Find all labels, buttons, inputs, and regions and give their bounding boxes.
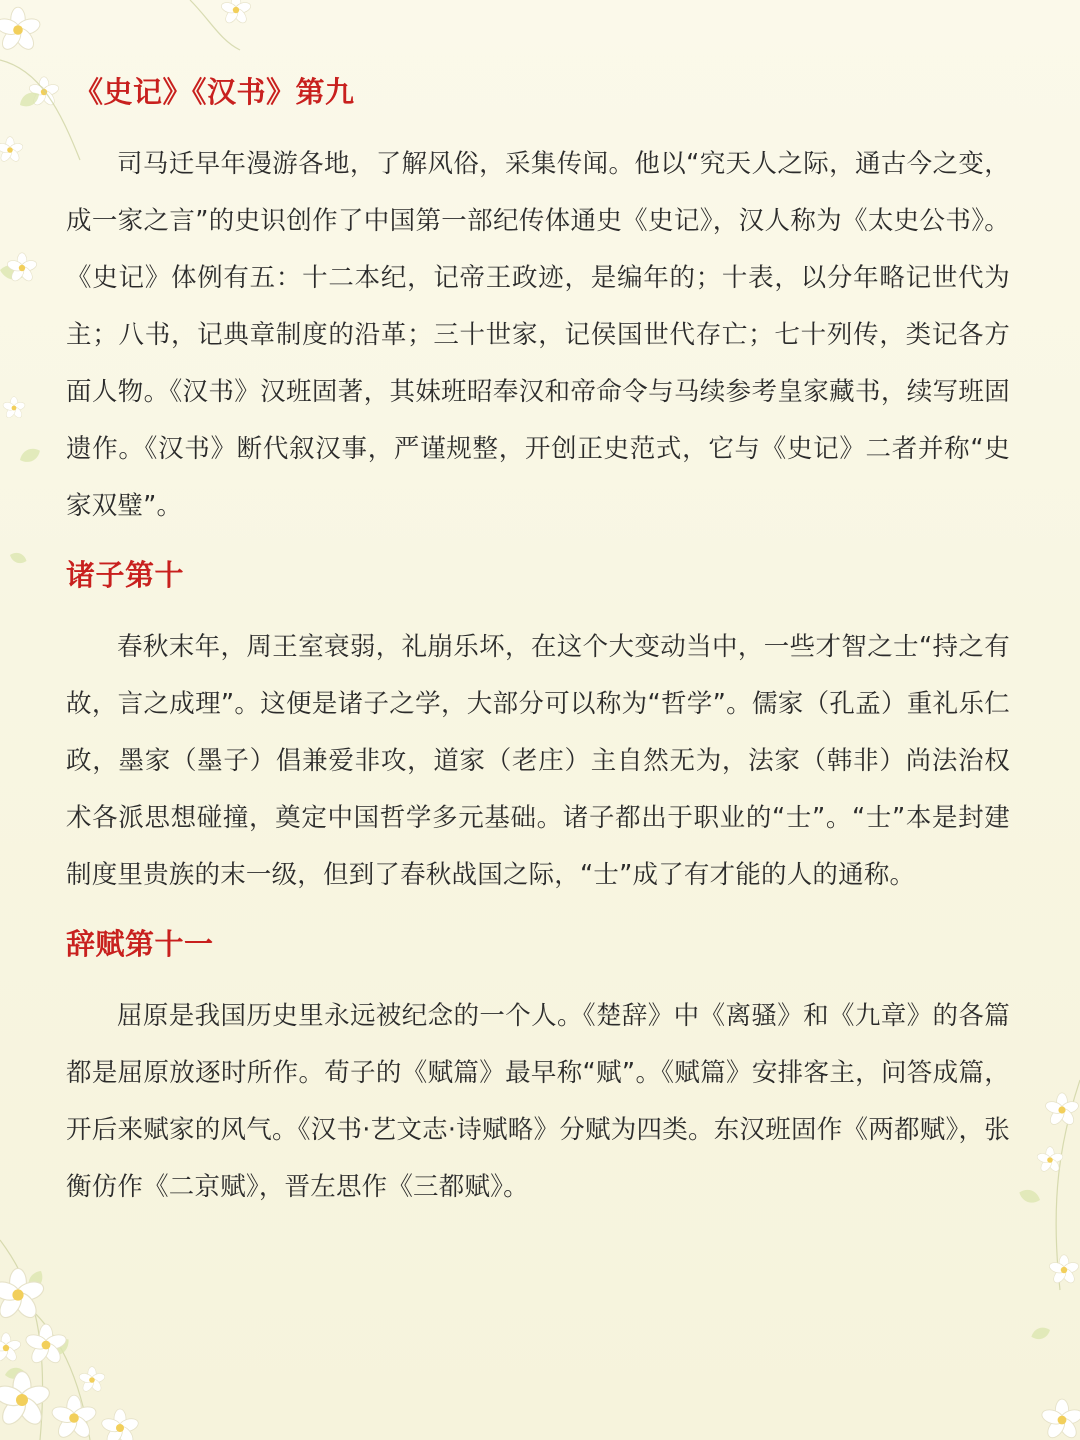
leaf-sprig-icon	[0, 89, 42, 566]
white-flower-icon	[2, 253, 38, 420]
leaf-sprig-icon	[1017, 1187, 1052, 1342]
leaf-sprig-icon	[4, 1268, 73, 1380]
white-flower-icon	[1036, 1093, 1080, 1440]
section-title-shiji-hanshu: 《史记》《汉书》第九	[74, 75, 355, 109]
section-title-zhuzi: 诸子第十	[66, 558, 185, 592]
section-paragraph-zhuzi: 春秋末年，周王室衰弱，礼崩乐坏，在这个大变动当中，一些才智之士“持之有故，言之成理”。这便是诸子之学，大部分可以称为“哲学”。儒家（孔孟）重礼乐仁政，墨家（墨子）倡兼爱非攻，道家（老庄）主自然无为，法家（韩非）尚法治权术各派思想碰撞，奠定中国哲学多元基础。诸子都出于职业的“士”。“士”本是封建制度里贵族的末一级，但到了春秋战国之际，“士”成了有才能的人的通称。	[66, 632, 1010, 890]
section-paragraph-shiji-hanshu: 司马迁早年漫游各地，了解风俗，采集传闻。他以“究天人之际，通古今之变，成一家之言”的史识创作了中国第一部纪传体通史《史记》，汉人称为《太史公书》。《史记》体例有五：十二本纪，记帝王政迹，是编年的；十表，以分年略记世代为主；八书，记典章制度的沿革；三十世家，记侯国世代存亡；七十列传，类记各方面人物。《汉书》汉班固著，其妹班昭奉汉和帝命令与马续参考皇家藏书，续写班固遗作。《汉书》断代叙汉事，严谨规整，开创正史范式，它与《史记》二者并称“史家双璧”。	[66, 149, 1010, 521]
section-title-cifu: 辞赋第十一	[66, 927, 214, 961]
section-paragraph-cifu: 屈原是我国历史里永远被纪念的一个人。《楚辞》中《离骚》和《九章》的各篇都是屈原放逐时所作。荀子的《赋篇》最早称“赋”。《赋篇》安排客主，问答成篇，开后来赋家的风气。《汉书·艺文志·诗赋略》分赋为四类。东汉班固作《两都赋》，张衡仿作《二京赋》，晋左思作《三都赋》。	[66, 1001, 1010, 1202]
white-flower-icon	[0, 1268, 140, 1440]
